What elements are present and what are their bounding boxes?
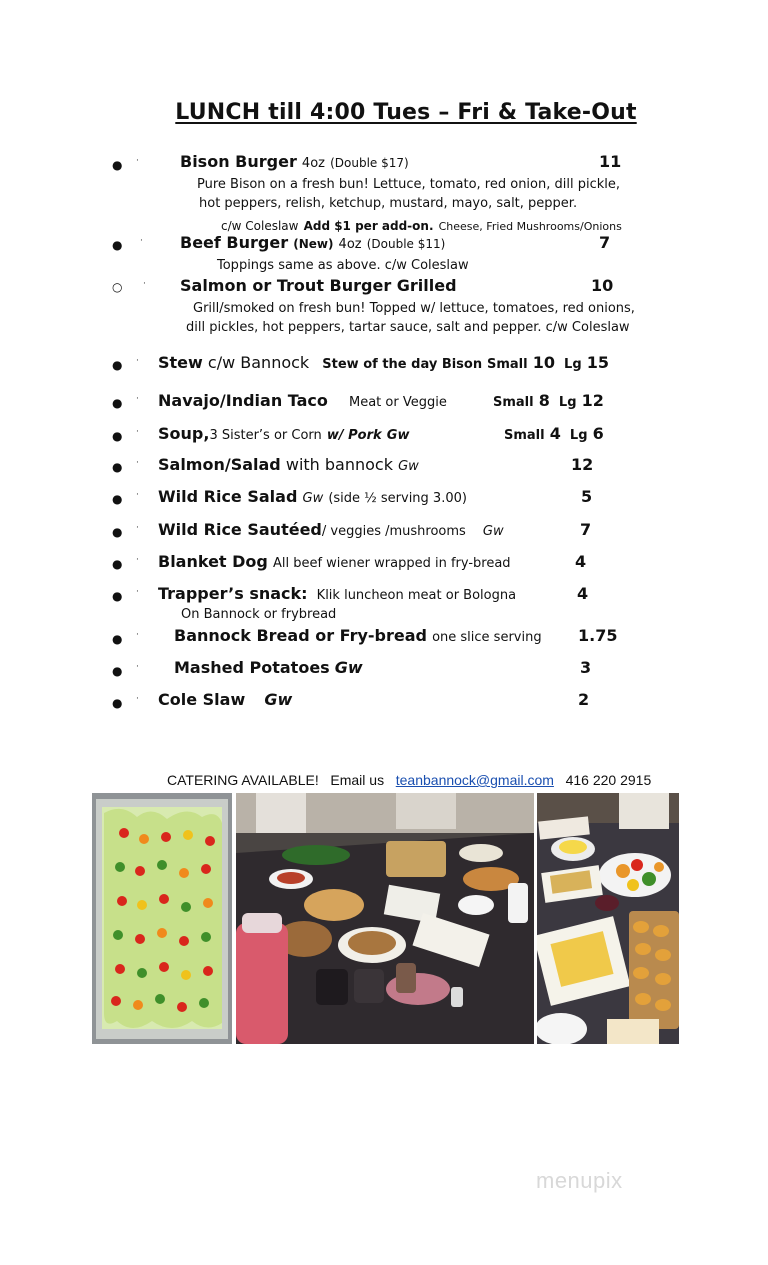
- large-price: 6: [592, 424, 604, 443]
- item-name: Beef Burger: [180, 233, 289, 252]
- item-suffix: with bannock: [285, 455, 393, 474]
- item-description: Grill/smoked on fresh bun! Topped w/ lettuce, tomatoes, red onions,: [193, 301, 635, 316]
- bullet-dot: ·: [136, 630, 139, 640]
- menupix-watermark: menupix: [536, 1168, 623, 1193]
- item-suffix: c/w Bannock: [207, 353, 310, 372]
- item-description: dill pickles, hot peppers, tartar sauce, salt and pepper. c/w Coleslaw: [186, 320, 630, 335]
- item-note: w/ Pork: [326, 428, 382, 443]
- platters-photo: [537, 793, 679, 1044]
- item-size: 4oz: [338, 237, 362, 252]
- bullet-dot: ·: [136, 156, 139, 166]
- item-description: Toppings same as above. c/w Coleslaw: [217, 258, 469, 273]
- bullet-dot: ·: [136, 694, 139, 704]
- catering-label: CATERING AVAILABLE!: [167, 772, 319, 788]
- item-price: 4: [575, 552, 587, 571]
- item-price: 12: [571, 455, 594, 474]
- item-prices: [504, 424, 604, 443]
- item-name: Soup,: [158, 424, 210, 443]
- item-extra: (Double $11): [366, 237, 446, 251]
- item-description: hot peppers, relish, ketchup, mustard, mayo, salt, pepper.: [199, 196, 578, 211]
- item-note: c/w Coleslaw: [221, 219, 299, 233]
- item-note: Add $1 per add-on.: [303, 219, 434, 233]
- menu-item-salmon-trout-burger: [180, 276, 457, 295]
- size-label: Small: [487, 357, 528, 372]
- item-note: / veggies /mushrooms: [321, 524, 466, 539]
- menu-item-bison-burger: [180, 152, 409, 171]
- item-note: Klik luncheon meat or Bologna: [316, 588, 517, 603]
- catering-line: [167, 772, 651, 788]
- item-price: 10: [591, 276, 614, 295]
- menu-item-trappers-snack: [158, 584, 516, 603]
- item-name: Wild Rice Salad: [158, 487, 298, 506]
- large-price: 12: [581, 391, 604, 410]
- bullet-dot: ·: [136, 427, 139, 437]
- page-title: LUNCH till 4:00 Tues – Fri & Take-Out: [175, 100, 637, 125]
- item-size: 4oz: [301, 156, 325, 171]
- item-note: (side ½ serving 3.00): [328, 491, 467, 506]
- item-extra: (Double $17): [330, 156, 409, 170]
- item-price: 7: [580, 520, 592, 539]
- buffet-table-photo: [236, 793, 534, 1044]
- menu-item-wild-rice-sauteed: [158, 520, 504, 539]
- size-label: Lg: [569, 428, 588, 443]
- bullet-dot: ·: [136, 662, 139, 672]
- hollow-bullet: ○: [112, 280, 123, 294]
- menu-item-mashed-potatoes: [174, 658, 363, 677]
- menu-item-stew: [158, 353, 482, 372]
- small-price: 10: [532, 353, 555, 372]
- gluten-free-mark: Gw: [398, 459, 419, 474]
- item-prices: [493, 391, 604, 410]
- bullet: ●: [112, 158, 123, 172]
- item-name: Mashed Potatoes: [174, 658, 330, 677]
- gluten-free-mark: Gw: [264, 690, 293, 709]
- bullet: ●: [112, 358, 123, 372]
- bullet: ●: [112, 460, 123, 474]
- bullet: ●: [112, 664, 123, 678]
- item-description: On Bannock or frybread: [181, 607, 337, 622]
- item-note: Meat or Veggie: [349, 395, 447, 410]
- email-label: Email us: [330, 772, 385, 788]
- menu-item-navajo-taco: [158, 391, 447, 410]
- item-name: Trapper’s snack:: [158, 584, 308, 603]
- bullet-dot: ·: [136, 555, 139, 565]
- item-price: 2: [578, 690, 590, 709]
- bullet-dot: ·: [143, 279, 146, 289]
- bullet: ●: [112, 238, 123, 252]
- item-price: 4: [577, 584, 589, 603]
- item-name: Wild Rice Sautéed: [158, 520, 322, 539]
- item-name: Stew: [158, 353, 203, 372]
- bullet-dot: ·: [136, 394, 139, 404]
- item-price: 7: [599, 233, 611, 252]
- gluten-free-mark: Gw: [386, 428, 410, 443]
- item-note: Cheese, Fried Mushrooms/Onions: [438, 220, 622, 233]
- bullet: ●: [112, 396, 123, 410]
- size-label: Small: [504, 428, 545, 443]
- skewers-photo: [92, 793, 232, 1044]
- item-note: All beef wiener wrapped in fry-bread: [272, 556, 511, 571]
- phone-number: 416 220 2915: [565, 772, 652, 788]
- menu-item-wild-rice-salad: [158, 487, 467, 506]
- large-price: 15: [586, 353, 609, 372]
- menu-item-bannock-bread: [174, 626, 542, 645]
- item-price: 3: [580, 658, 592, 677]
- menu-item-soup: [158, 424, 409, 443]
- email-link[interactable]: teanbannock@gmail.com: [395, 772, 554, 788]
- bullet-dot: ·: [136, 523, 139, 533]
- bullet: ●: [112, 696, 123, 710]
- item-note: Stew of the day Bison: [322, 357, 483, 372]
- item-name: Bannock Bread or Fry-bread: [174, 626, 427, 645]
- item-name: Salmon or Trout Burger Grilled: [180, 276, 457, 295]
- small-price: 4: [549, 424, 561, 443]
- bullet: ●: [112, 632, 123, 646]
- item-price: 11: [599, 152, 622, 171]
- gluten-free-mark: Gw: [334, 658, 363, 677]
- bullet: ●: [112, 557, 123, 571]
- item-description: [221, 215, 622, 234]
- bullet: ●: [112, 525, 123, 539]
- item-tag: (New): [293, 237, 334, 251]
- item-name: Salmon/Salad: [158, 455, 281, 474]
- bullet: ●: [112, 589, 123, 603]
- item-name: Bison Burger: [180, 152, 297, 171]
- size-label: Lg: [558, 395, 577, 410]
- size-label: Lg: [564, 357, 582, 372]
- item-note: 3 Sister’s or Corn: [209, 428, 322, 443]
- item-prices: [487, 353, 609, 372]
- bullet-dot: ·: [140, 236, 143, 246]
- bullet-dot: ·: [136, 587, 139, 597]
- item-name: Cole Slaw: [158, 690, 246, 709]
- bullet: ●: [112, 492, 123, 506]
- bullet-dot: ·: [136, 490, 139, 500]
- item-name: Blanket Dog: [158, 552, 268, 571]
- item-price: 1.75: [578, 626, 618, 645]
- menu-item-beef-burger: [180, 233, 445, 252]
- menu-item-salmon-salad: [158, 455, 419, 474]
- item-price: 5: [581, 487, 593, 506]
- menu-item-blanket-dog: [158, 552, 511, 571]
- item-description: Pure Bison on a fresh bun! Lettuce, tomato, red onion, dill pickle,: [197, 177, 621, 192]
- menu-item-cole-slaw: [158, 690, 292, 709]
- bullet: ●: [112, 429, 123, 443]
- size-label: Small: [493, 395, 534, 410]
- gluten-free-mark: Gw: [482, 524, 504, 539]
- item-name: Navajo/Indian Taco: [158, 391, 328, 410]
- item-note: one slice serving: [432, 630, 542, 645]
- small-price: 8: [538, 391, 550, 410]
- bullet-dot: ·: [136, 458, 139, 468]
- gluten-free-mark: Gw: [302, 491, 324, 506]
- bullet-dot: ·: [136, 356, 139, 366]
